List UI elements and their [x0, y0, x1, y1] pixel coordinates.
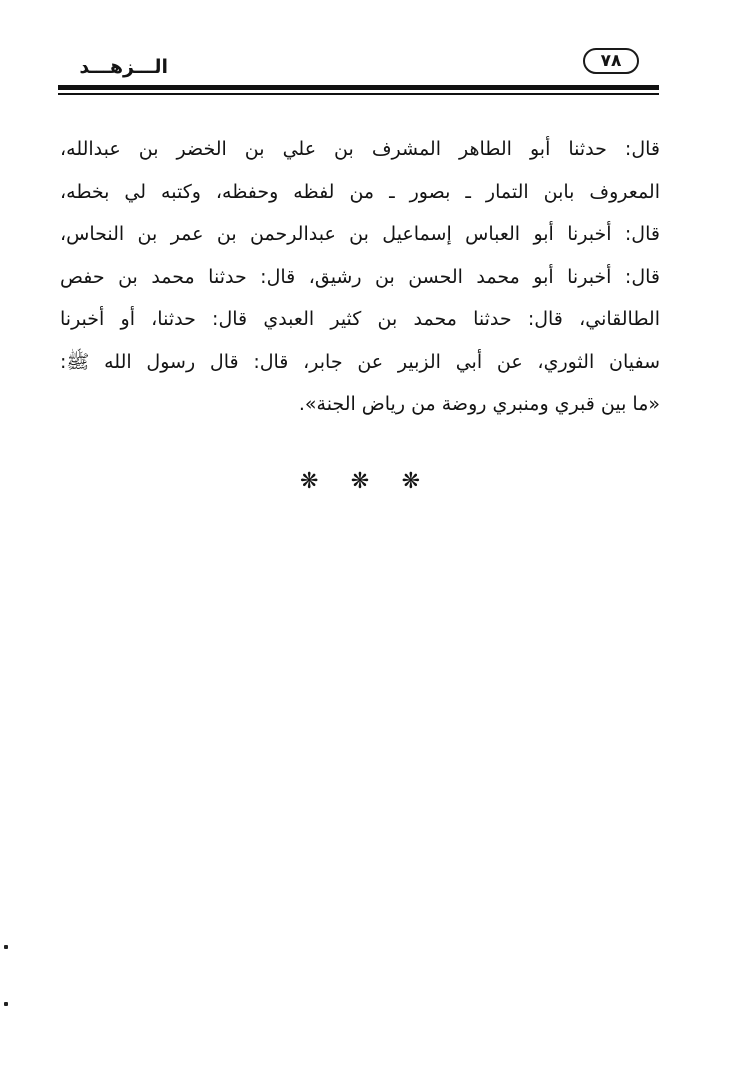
text-line-1: قال: حدثنا أبو الطاهر المشرف بن علي بن الخضر بن عبدالله،	[60, 138, 660, 160]
page-number-badge	[583, 48, 639, 74]
section-separator	[300, 466, 420, 496]
asterism-icon: ❋	[401, 468, 420, 494]
text-line-3: قال: أخبرنا أبو العباس إسماعيل بن عبدالرحمن بن عمر بن النحاس،	[60, 223, 660, 245]
text-line-7: «ما بين قبري ومنبري روضة من رياض الجنة».	[298, 393, 660, 415]
text-line-5: الطالقاني، قال: حدثنا محمد بن كثير العبدي قال: حدثنا، أو أخبرنا	[60, 308, 660, 330]
asterism-icon: ❋	[300, 468, 319, 494]
margin-speck	[4, 1002, 8, 1006]
body-text	[60, 128, 660, 426]
header-rule-thin	[58, 93, 659, 95]
page-number: ٧٨	[600, 50, 622, 71]
text-line-6: سفيان الثوري، عن أبي الزبير عن جابر، قال: قال رسول الله ﷺ:	[60, 350, 660, 373]
margin-speck	[4, 945, 8, 949]
text-line-4: قال: أخبرنا أبو محمد الحسن بن رشيق، قال: حدثنا محمد بن حفص	[60, 265, 660, 288]
running-title: الـــزهـــد	[79, 56, 168, 78]
header-rule-thick	[58, 85, 659, 90]
asterism-icon: ❋	[350, 468, 370, 494]
text-line-2: المعروف بابن التمار ـ بصور ـ من لفظه وحفظه، وكتبه لي بخطه،	[60, 180, 660, 203]
page-header	[0, 0, 748, 100]
